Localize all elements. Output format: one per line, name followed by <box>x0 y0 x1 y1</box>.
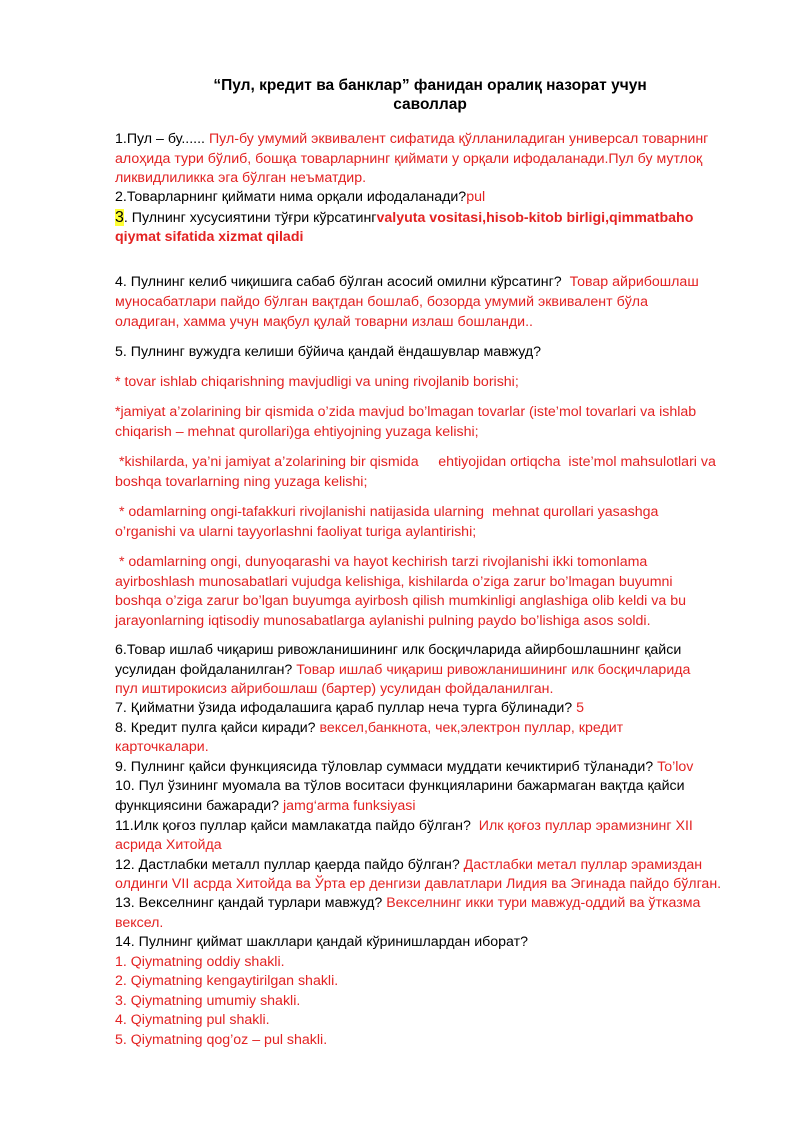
answer-3-line-1: valyuta vositasi,hisob-kitob birligi,qimmatbaho <box>376 210 694 226</box>
question-4 <box>115 273 699 292</box>
question-3-text: . Пулнинг хусусиятини тўғри кўрсатинг <box>123 210 377 226</box>
answer-11-line-1: Илк қоғоз пуллар эрамизнинг XII <box>478 818 693 834</box>
answer-7: 5 <box>576 700 585 716</box>
question-8 <box>115 719 623 738</box>
question-1-text: 1.Пул – бу...... <box>115 131 206 147</box>
question-1 <box>115 130 708 149</box>
answer-3-line-2: qiymat sifatida xizmat qiladi <box>115 229 304 245</box>
answer-4-line-3: оладиган, хамма учун мақбул қулай товарни излаш бошланди.. <box>115 314 533 330</box>
answer-5-item-5-line-4: jarayonlarning iqtisodiy munosabatlarga aylanishi pulning paydo bo’lishiga asos soldi. <box>115 613 651 629</box>
question-2-text: 2.Товарларнинг қиймати нима орқали ифодаланади? <box>115 189 467 205</box>
question-2 <box>115 188 485 207</box>
question-14: 14. Пулнинг қиймат шакллари қандай кўринишлардан иборат? <box>115 934 529 950</box>
answer-5-item-3-line-1: *kishilarda, ya’ni jamiyat a’zolarining bir qismida ehtiyojidan ortiqcha iste’mol mahsulotlari va <box>115 454 716 470</box>
answer-14-item-4: 4. Qiymatning pul shakli. <box>115 1012 270 1028</box>
question-9 <box>115 758 693 777</box>
question-6-line-2 <box>115 661 690 680</box>
answer-5-item-2-line-2: chiqarish – mehnat qurollari)ga ehtiyojning yuzaga kelishi; <box>115 424 479 440</box>
answer-14-item-5: 5. Qiymatning qog’oz – pul shakli. <box>115 1032 328 1048</box>
answer-4-line-2: муносабатлари пайдо бўлган вақтдан бошлаб, бозорда умумий эквивалент бўла <box>115 294 648 310</box>
answer-14-item-1: 1. Qiymatning oddiy shakli. <box>115 954 285 970</box>
answer-1-line-1: Пул-бу умумий эквивалент сифатида қўлланиладиган универсал товарнинг <box>208 131 709 147</box>
answer-6-line-2: пул иштирокисиз айрибошлаш (бартер) усулидан фойдаланилган. <box>115 681 554 697</box>
question-12-text: 12. Дастлабки металл пуллар қаерда пайдо бўлган? <box>115 857 460 873</box>
answer-14-item-3: 3. Qiymatning umumiy shakli. <box>115 993 301 1009</box>
answer-12-line-2: олдинги VII асрда Хитойда ва Ўрта ер денгизи давлатлари Лидия ва Эгинада пайдо бўлган. <box>115 876 722 892</box>
question-12 <box>115 856 702 875</box>
question-6-text: усулидан фойдаланилган? <box>115 662 293 678</box>
answer-1-line-2: алоҳида тури бўлиб, бошқа товарларнинг қиймати у орқали ифодаланади.Пул бу мутлоқ <box>115 151 703 167</box>
question-7-text: 7. Қийматни ўзида ифодалашига қараб пуллар неча турга бўлинади? <box>115 700 573 716</box>
question-3-number: 3 <box>115 209 124 226</box>
answer-5-item-4-line-1: * odamlarning ongi-tafakkuri rivojlanishi natijasida ularning mehnat qurollari yasashga <box>115 504 659 520</box>
question-13-text: 13. Векселнинг қандай турлари мавжуд? <box>115 895 383 911</box>
question-9-text: 9. Пулнинг қайси функциясида тўловлар суммаси муддати кечиктириб тўланади? <box>115 759 654 775</box>
answer-11-line-2: асрида Хитойда <box>115 837 222 853</box>
question-5: 5. Пулнинг вужудга келиши бўйича қандай ёндашувлар мавжуд? <box>115 344 542 360</box>
answer-14-item-2: 2. Qiymatning kengaytirilgan shakli. <box>115 973 339 989</box>
answer-5-item-2-line-1: *jamiyat a’zolarining bir qismida o’zida mavjud bo’lmagan tovarlar (iste’mol tovarlari va ishlab <box>115 404 697 420</box>
answer-9: To’lov <box>657 759 694 775</box>
question-3 <box>115 208 693 228</box>
answer-1-line-3: ликвидлиликка эга бўлган неъматдир. <box>115 170 367 186</box>
title-line-2: саволлар <box>393 96 467 113</box>
answer-8-line-1: вексел,банкнота, чек,электрон пуллар, кредит <box>319 720 624 736</box>
answer-5-item-1: * tovar ishlab chiqarishning mavjudligi va uning rivojlanib borishi; <box>115 374 519 390</box>
question-4-text: 4. Пулнинг келиб чиқишига сабаб бўлган асосий омилни кўрсатинг? <box>115 274 562 290</box>
question-7 <box>115 699 584 718</box>
answer-5-item-3-line-2: boshqa tovarlarning ning yuzaga kelishi; <box>115 474 368 490</box>
document-title <box>150 76 710 114</box>
question-11-text: 11.Илк қоғоз пуллар қайси мамлакатда пайдо бўлган? <box>115 818 471 834</box>
question-8-text: 8. Кредит пулга қайси киради? <box>115 720 316 736</box>
question-11 <box>115 817 693 836</box>
answer-5-item-5-line-2: ayirboshlash munosabatlari vujudga kelishiga, kishilarda o’ziga zarur bo’lmagan buyumni <box>115 574 673 590</box>
question-10-text: функциясини бажаради? <box>115 798 280 814</box>
answer-5-item-4-line-2: o’rganishi va ularni tayyorlashni faoliyat turiga aylantirishi; <box>115 524 477 540</box>
question-6-line-1: 6.Товар ишлаб чиқариш ривожланишининг илк босқичларида айирбошлашнинг қайси <box>115 642 682 658</box>
answer-13-line-1: Векселнинг икки тури мавжуд-оддий ва ўтказма <box>386 895 701 911</box>
title-line-1: “Пул, кредит ва банклар” фанидан оралиқ назорат учун <box>213 77 647 94</box>
answer-6-line-1: Товар ишлаб чиқариш ривожланишининг илк босқичларида <box>296 662 691 678</box>
answer-4-line-1: Товар айрибошлаш <box>569 274 699 290</box>
answer-12-line-1: Дастлабки метал пуллар эрамиздан <box>463 857 703 873</box>
answer-2: pul <box>466 189 486 205</box>
question-10-line-1: 10. Пул ўзининг муомала ва тўлов воситаси функцияларини бажармаган вақтда қайси <box>115 778 685 794</box>
answer-8-line-2: карточкалари. <box>115 739 209 755</box>
answer-5-item-5-line-1: * odamlarning ongi, dunyoqarashi va hayot kechirish tarzi rivojlanishi ikki tomonlama <box>115 554 648 570</box>
answer-5-item-5-line-3: boshqa o’ziga zarur bo’lgan buyumga ayirbosh qilish mumkinligi anglashiga olib keldi va bu <box>115 593 686 609</box>
question-10-line-2 <box>115 797 415 816</box>
answer-13-line-2: вексел. <box>115 915 164 931</box>
question-13 <box>115 894 700 913</box>
answer-10: jamg‘arma funksiyasi <box>283 798 416 814</box>
